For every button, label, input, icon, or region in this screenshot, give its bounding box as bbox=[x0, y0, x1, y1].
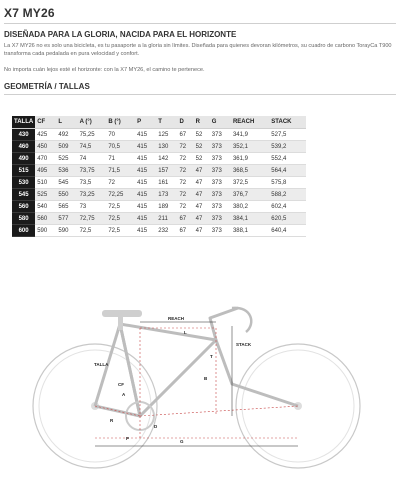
geometry-cell: 72,5 bbox=[106, 225, 135, 237]
column-header: B (°) bbox=[106, 116, 135, 129]
geometry-cell: 341,9 bbox=[231, 129, 269, 141]
diagram-label-b: B bbox=[204, 376, 208, 381]
dimension-lines bbox=[95, 322, 298, 446]
geometry-cell: 575,8 bbox=[269, 177, 306, 189]
geometry-cell: 620,5 bbox=[269, 213, 306, 225]
geometry-cell: 525 bbox=[56, 153, 77, 165]
geometry-cell: 415 bbox=[135, 177, 156, 189]
bike-geometry-diagram bbox=[0, 288, 400, 480]
product-note: No importa cuán lejos esté el horizonte: con la X7 MY26, el camino te pertenece. bbox=[4, 67, 205, 73]
geometry-row bbox=[12, 225, 306, 237]
diagram-label-r: R bbox=[110, 418, 114, 423]
geometry-cell: 72 bbox=[177, 201, 193, 213]
geometry-cell: 373 bbox=[210, 225, 231, 237]
geometry-cell: 47 bbox=[194, 213, 210, 225]
geometry-cell: 470 bbox=[35, 153, 56, 165]
geometry-cell: 189 bbox=[156, 201, 177, 213]
geometry-cell: 552,4 bbox=[269, 153, 306, 165]
geometry-cell: 142 bbox=[156, 153, 177, 165]
column-header: D bbox=[177, 116, 193, 129]
geometry-cell: 47 bbox=[194, 201, 210, 213]
geometry-cell: 352,1 bbox=[231, 141, 269, 153]
geometry-cell: 545 bbox=[56, 177, 77, 189]
product-title: X7 MY26 bbox=[4, 6, 55, 20]
geometry-cell: 47 bbox=[194, 165, 210, 177]
column-header: REACH bbox=[231, 116, 269, 129]
geometry-row bbox=[12, 189, 306, 201]
geometry-table-body bbox=[12, 129, 306, 237]
geometry-cell: 361,9 bbox=[231, 153, 269, 165]
geometry-cell: 47 bbox=[194, 225, 210, 237]
size-cell: 530 bbox=[12, 177, 35, 189]
diagram-label-g: G bbox=[180, 439, 184, 444]
geometry-cell: 415 bbox=[135, 201, 156, 213]
geometry-cell: 70,5 bbox=[106, 141, 135, 153]
geometry-cell: 564,4 bbox=[269, 165, 306, 177]
diagram-label-d: D bbox=[154, 424, 158, 429]
section-divider bbox=[4, 94, 396, 95]
geometry-cell: 125 bbox=[156, 129, 177, 141]
geometry-cell: 71,5 bbox=[106, 165, 135, 177]
geometry-cell: 72 bbox=[177, 141, 193, 153]
geometry-cell: 72,75 bbox=[78, 213, 107, 225]
geometry-cell: 539,2 bbox=[269, 141, 306, 153]
geometry-cell: 527,5 bbox=[269, 129, 306, 141]
geometry-cell: 376,7 bbox=[231, 189, 269, 201]
geometry-row bbox=[12, 165, 306, 177]
geometry-cell: 72 bbox=[177, 189, 193, 201]
geometry-cell: 47 bbox=[194, 177, 210, 189]
geometry-cell: 373 bbox=[210, 129, 231, 141]
column-header: G bbox=[210, 116, 231, 129]
geometry-cell: 373 bbox=[210, 213, 231, 225]
geometry-cell: 73 bbox=[78, 201, 107, 213]
diagram-label-cf: CF bbox=[118, 382, 124, 387]
geometry-cell: 47 bbox=[194, 189, 210, 201]
geometry-cell: 509 bbox=[56, 141, 77, 153]
geometry-cell: 380,2 bbox=[231, 201, 269, 213]
geometry-cell: 565 bbox=[56, 201, 77, 213]
size-cell: 430 bbox=[12, 129, 35, 141]
geometry-cell: 72 bbox=[106, 177, 135, 189]
geometry-cell: 161 bbox=[156, 177, 177, 189]
geometry-cell: 450 bbox=[35, 141, 56, 153]
geometry-cell: 550 bbox=[56, 189, 77, 201]
geometry-cell: 173 bbox=[156, 189, 177, 201]
product-subtitle: DISEÑADA PARA LA GLORIA, NACIDA PARA EL HORIZONTE bbox=[4, 30, 237, 39]
geometry-cell: 373 bbox=[210, 189, 231, 201]
geometry-cell: 67 bbox=[177, 225, 193, 237]
size-cell: 600 bbox=[12, 225, 35, 237]
geometry-cell: 73,25 bbox=[78, 189, 107, 201]
handlebar bbox=[232, 308, 251, 332]
geometry-cell: 73,5 bbox=[78, 177, 107, 189]
diagram-label-a: A bbox=[122, 392, 126, 397]
diagram-label-stack: STACK bbox=[236, 342, 252, 347]
geometry-cell: 492 bbox=[56, 129, 77, 141]
geometry-cell: 590 bbox=[35, 225, 56, 237]
geometry-cell: 588,2 bbox=[269, 189, 306, 201]
geometry-header-row bbox=[12, 116, 306, 129]
seatpost bbox=[118, 316, 123, 330]
product-description: La X7 MY26 no es solo una bicicleta, es tu pasaporte a la gloria sin límites. Diseñada para quienes devoran kilómetros, su cuadro de carbono TorayCa T900 transforma cada pedalada en pura velocidad y confort. bbox=[4, 43, 392, 57]
diagram-label-p: P bbox=[126, 436, 130, 441]
geometry-cell: 602,4 bbox=[269, 201, 306, 213]
diagram-label-t: T bbox=[210, 354, 213, 359]
geometry-cell: 372,5 bbox=[231, 177, 269, 189]
geometry-cell: 373 bbox=[210, 141, 231, 153]
size-cell: 460 bbox=[12, 141, 35, 153]
geometry-cell: 590 bbox=[56, 225, 77, 237]
geometry-cell: 52 bbox=[194, 141, 210, 153]
geometry-cell: 67 bbox=[177, 129, 193, 141]
geometry-row bbox=[12, 177, 306, 189]
geometry-row bbox=[12, 213, 306, 225]
geometry-cell: 525 bbox=[35, 189, 56, 201]
title-divider bbox=[4, 23, 396, 24]
geometry-section-title: GEOMETRÍA / TALLAS bbox=[4, 82, 90, 91]
geometry-cell: 52 bbox=[194, 153, 210, 165]
geometry-cell: 510 bbox=[35, 177, 56, 189]
size-cell: 515 bbox=[12, 165, 35, 177]
size-cell: 545 bbox=[12, 189, 35, 201]
diagram-label-reach: REACH bbox=[168, 316, 185, 321]
geometry-row bbox=[12, 201, 306, 213]
geometry-cell: 72 bbox=[177, 177, 193, 189]
column-header: L bbox=[56, 116, 77, 129]
geometry-cell: 540 bbox=[35, 201, 56, 213]
geometry-cell: 373 bbox=[210, 153, 231, 165]
size-cell: 490 bbox=[12, 153, 35, 165]
geometry-row bbox=[12, 129, 306, 141]
geometry-cell: 415 bbox=[135, 189, 156, 201]
column-header: CF bbox=[35, 116, 56, 129]
geometry-cell: 72,5 bbox=[78, 225, 107, 237]
geometry-cell: 70 bbox=[106, 129, 135, 141]
geometry-cell: 560 bbox=[35, 213, 56, 225]
geometry-cell: 577 bbox=[56, 213, 77, 225]
column-header: TALLA bbox=[12, 116, 35, 129]
geometry-cell: 130 bbox=[156, 141, 177, 153]
geometry-cell: 157 bbox=[156, 165, 177, 177]
geometry-cell: 495 bbox=[35, 165, 56, 177]
column-header: T bbox=[156, 116, 177, 129]
geometry-cell: 72 bbox=[177, 165, 193, 177]
geometry-cell: 425 bbox=[35, 129, 56, 141]
geometry-cell: 640,4 bbox=[269, 225, 306, 237]
geometry-cell: 67 bbox=[177, 213, 193, 225]
column-header: R bbox=[194, 116, 210, 129]
geometry-cell: 536 bbox=[56, 165, 77, 177]
column-header: STACK bbox=[269, 116, 306, 129]
geometry-cell: 74 bbox=[78, 153, 107, 165]
geometry-cell: 384,1 bbox=[231, 213, 269, 225]
geometry-cell: 388,1 bbox=[231, 225, 269, 237]
column-header: A (°) bbox=[78, 116, 107, 129]
geometry-cell: 52 bbox=[194, 129, 210, 141]
geometry-cell: 72 bbox=[177, 153, 193, 165]
diagram-label-talla: TALLA bbox=[94, 362, 109, 367]
geometry-cell: 75,25 bbox=[78, 129, 107, 141]
diagram-label-l: L bbox=[184, 330, 187, 335]
geometry-cell: 373 bbox=[210, 177, 231, 189]
geometry-cell: 415 bbox=[135, 225, 156, 237]
geometry-cell: 232 bbox=[156, 225, 177, 237]
geometry-cell: 71 bbox=[106, 153, 135, 165]
saddle bbox=[102, 310, 142, 317]
size-cell: 560 bbox=[12, 201, 35, 213]
geometry-cell: 415 bbox=[135, 141, 156, 153]
geometry-cell: 211 bbox=[156, 213, 177, 225]
geometry-cell: 368,5 bbox=[231, 165, 269, 177]
geometry-cell: 73,75 bbox=[78, 165, 107, 177]
geometry-cell: 373 bbox=[210, 165, 231, 177]
geometry-cell: 74,5 bbox=[78, 141, 107, 153]
geometry-cell: 72,5 bbox=[106, 213, 135, 225]
size-cell: 580 bbox=[12, 213, 35, 225]
geometry-row bbox=[12, 153, 306, 165]
geometry-row bbox=[12, 141, 306, 153]
geometry-cell: 415 bbox=[135, 153, 156, 165]
column-header: P bbox=[135, 116, 156, 129]
geometry-table bbox=[12, 116, 306, 237]
bike-frame bbox=[95, 308, 298, 416]
geometry-cell: 415 bbox=[135, 165, 156, 177]
geometry-cell: 72,5 bbox=[106, 201, 135, 213]
geometry-cell: 72,25 bbox=[106, 189, 135, 201]
geometry-cell: 373 bbox=[210, 201, 231, 213]
geometry-cell: 415 bbox=[135, 129, 156, 141]
geometry-cell: 415 bbox=[135, 213, 156, 225]
